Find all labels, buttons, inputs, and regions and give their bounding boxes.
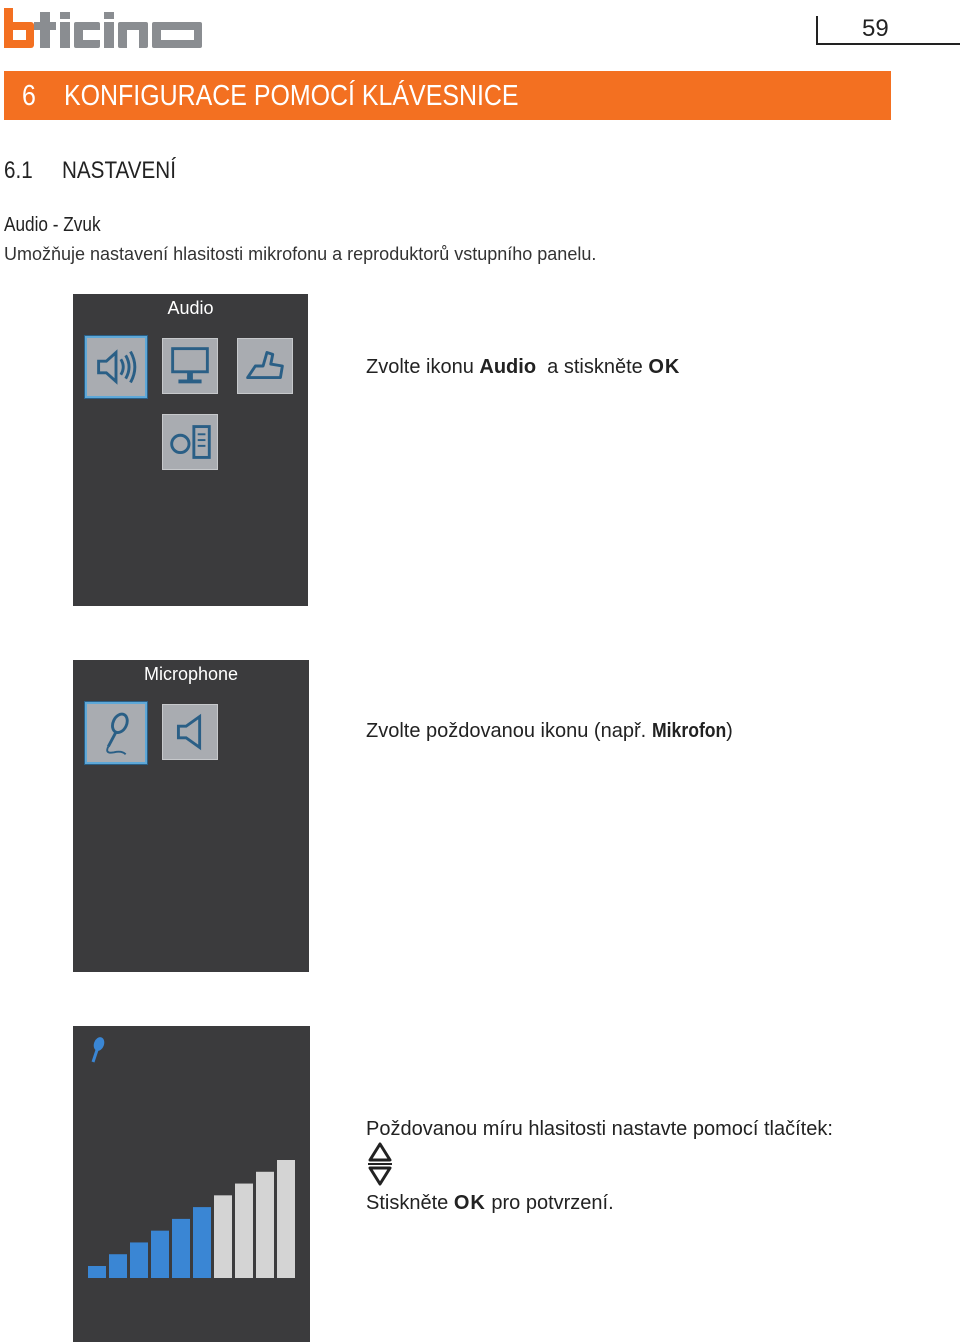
- instruction-text: Stiskněte: [366, 1192, 454, 1214]
- hand-tile[interactable]: [237, 338, 293, 394]
- volume-bar: [88, 1266, 106, 1278]
- speaker-icon: [163, 705, 217, 759]
- audio-menu-screen: [73, 294, 308, 606]
- volume-bar: [277, 1160, 295, 1278]
- volume-bar: [193, 1207, 211, 1278]
- instruction-step-2: [366, 720, 733, 743]
- instruction-text: pro potvrzení.: [485, 1192, 614, 1214]
- instruction-text: Zvolte ikonu: [366, 356, 480, 378]
- dial-panel-tile[interactable]: [162, 414, 218, 470]
- instruction-step-1: [366, 356, 680, 379]
- microphone-menu-screen: [73, 660, 309, 972]
- microphone-tile[interactable]: [85, 702, 147, 764]
- instruction-text: Zvolte poždovanou ikonu (např.: [366, 720, 652, 742]
- page-number-rule: [816, 16, 818, 44]
- speaker-tile[interactable]: [162, 704, 218, 760]
- dial-panel-icon: [163, 415, 217, 469]
- page-number-underline: [816, 43, 960, 45]
- subsection-title: NASTAVENÍ: [62, 157, 176, 184]
- volume-bar: [256, 1172, 274, 1278]
- volume-bar: [151, 1231, 169, 1278]
- volume-bar: [130, 1242, 148, 1278]
- ok-key-label: OK: [648, 356, 681, 378]
- instruction-text: a stiskněte: [536, 356, 649, 378]
- topic-title: Audio - Zvuk: [4, 214, 101, 236]
- section-number: 6: [22, 80, 36, 112]
- speaker-volume-icon: [87, 338, 145, 396]
- topic-description: Umožňuje nastavení hlasitosti mikrofonu a reproduktorů vstupního panelu.: [4, 244, 597, 264]
- screen-title: Audio: [167, 298, 214, 318]
- monitor-icon: [163, 339, 217, 393]
- section-title: KONFIGURACE POMOCÍ KLÁVESNICE: [64, 80, 519, 112]
- monitor-tile[interactable]: [162, 338, 218, 394]
- volume-bar: [235, 1184, 253, 1278]
- instruction-confirm: [366, 1192, 614, 1215]
- instruction-step-3: Poždovanou míru hlasitosti nastavte pomocí tlačítek:: [366, 1118, 833, 1140]
- microphone-volume-screen: [73, 1026, 310, 1342]
- volume-bar: [109, 1254, 127, 1278]
- instruction-text: ): [726, 720, 733, 742]
- hand-icon: [238, 339, 292, 393]
- page-number: 59: [862, 15, 889, 42]
- instruction-item: Audio: [479, 356, 537, 378]
- microphone-icon: [87, 704, 145, 762]
- speaker-volume-tile[interactable]: [85, 336, 147, 398]
- volume-bar: [214, 1195, 232, 1278]
- subsection-number: 6.1: [4, 157, 33, 184]
- up-down-keys-icon: [366, 1141, 394, 1187]
- volume-level-bars: [73, 1026, 310, 1342]
- screen-title: Microphone: [143, 664, 239, 684]
- volume-bar: [172, 1219, 190, 1278]
- instruction-item: Mikrofon: [651, 720, 727, 742]
- bticino-logo: [4, 8, 204, 52]
- ok-key-label: OK: [453, 1192, 486, 1214]
